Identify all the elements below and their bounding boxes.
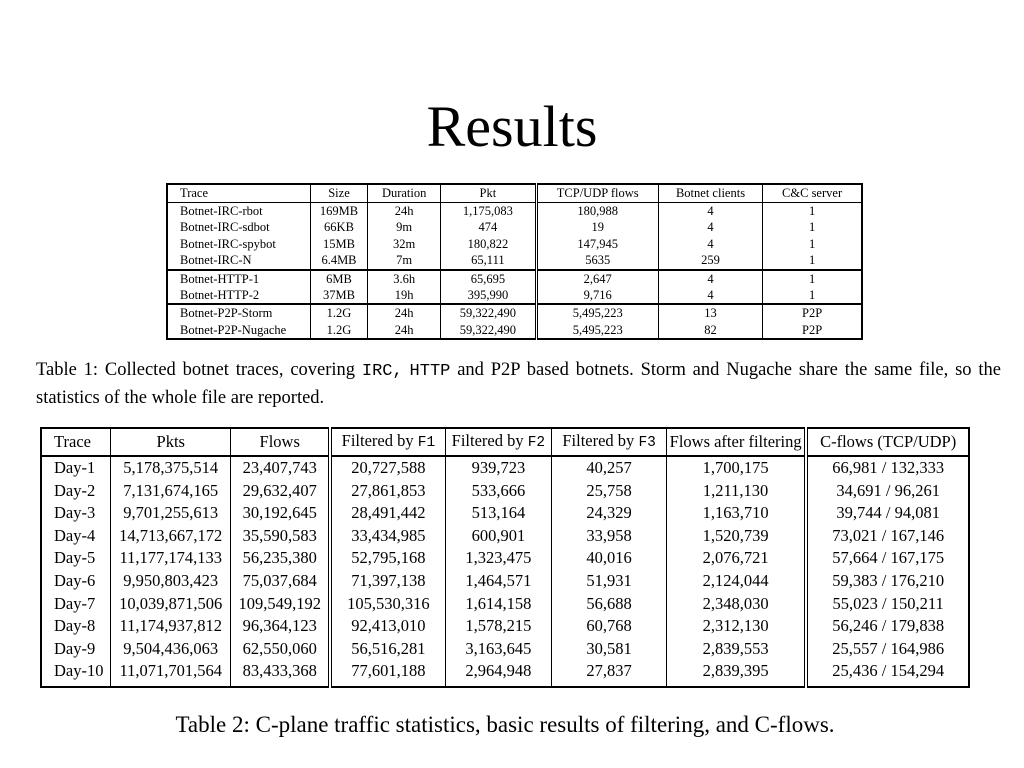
table2-header-code: F1 xyxy=(417,434,436,451)
table2-cell: Day-7 xyxy=(54,593,96,613)
table1-cell: 82 xyxy=(658,322,762,339)
table2-cell: 27,861,853 xyxy=(330,480,445,503)
table2-cell: 56,516,281 xyxy=(330,638,445,661)
table1-caption-text-rest: and P2P based botnets. Storm and Nugache share the same file, so the statistics of the whole file are reported. xyxy=(36,360,1002,408)
table2-cell: 2,124,044 xyxy=(666,570,806,593)
table2-cell: 1,211,130 xyxy=(666,480,806,503)
table1-cell: 1.2G xyxy=(310,304,367,321)
table1-cell: 65,111 xyxy=(441,252,536,269)
table2-cell: 62,550,060 xyxy=(231,638,331,661)
table1-cell: Botnet-HTTP-2 xyxy=(180,288,260,303)
table1-cell: 19 xyxy=(536,219,658,235)
table2-header-text: C-flows (TCP/UDP) xyxy=(820,431,957,451)
table2-cell: 513,164 xyxy=(445,502,552,525)
table1-cell: 13 xyxy=(658,304,762,321)
table1-row xyxy=(167,270,862,287)
table2-cell: Day-4 xyxy=(54,525,96,545)
table2-cell: Day-6 xyxy=(54,570,96,590)
table1-header-cell: Size xyxy=(310,184,367,203)
table1-cell: 37MB xyxy=(310,287,367,304)
table1-cell: 5635 xyxy=(536,252,658,269)
table1-cell: 1 xyxy=(763,252,862,269)
table1-cell: Botnet-IRC-N xyxy=(180,253,252,268)
table1-cell: 1 xyxy=(763,219,862,235)
table2-cell: 105,530,316 xyxy=(330,593,445,616)
table2-header-cell xyxy=(552,428,667,456)
table2-cell: 11,177,174,133 xyxy=(111,547,231,570)
table1-cell: 147,945 xyxy=(536,236,658,252)
table1-cell: Botnet-IRC-spybot xyxy=(180,236,276,251)
table1-header-cell: C&C server xyxy=(763,184,862,203)
table2-cell: 33,958 xyxy=(552,525,667,548)
table2-cell: 14,713,667,172 xyxy=(111,525,231,548)
table2-cell: 2,076,721 xyxy=(666,547,806,570)
table1-row xyxy=(167,219,862,235)
table1-cell: 4 xyxy=(658,270,762,287)
table1-cell: Botnet-IRC-sdbot xyxy=(180,220,270,235)
table1-botnet-traces xyxy=(166,183,863,340)
table1-cell: 4 xyxy=(658,236,762,252)
table2-cell: 1,464,571 xyxy=(445,570,552,593)
table1-row xyxy=(167,304,862,321)
table2-cell: 1,578,215 xyxy=(445,615,552,638)
table2-header-text: Filtered by xyxy=(451,430,524,450)
table1-row xyxy=(167,252,862,269)
table2-cell: Day-5 xyxy=(54,548,96,568)
table2-header-code: F2 xyxy=(527,434,546,451)
table2-cell: 5,178,375,514 xyxy=(111,456,231,480)
table2-cell: 56,246 / 179,838 xyxy=(806,615,969,638)
table1-caption xyxy=(36,357,1001,411)
table2-cell: 56,235,380 xyxy=(231,547,331,570)
table2-cell: 2,964,948 xyxy=(445,660,552,687)
table2-header-cell xyxy=(330,428,445,456)
table1-header-row xyxy=(167,184,862,203)
table2-header-text: Filtered by xyxy=(341,430,414,450)
table1-cell: 24h xyxy=(368,304,441,321)
table2-cell: Day-8 xyxy=(54,616,96,636)
table1-caption-text: Table 1: Collected botnet traces, covering xyxy=(36,360,356,380)
table2-cell: 23,407,743 xyxy=(231,456,331,480)
table1-cell: 24h xyxy=(368,322,441,339)
table2-cell: 2,348,030 xyxy=(666,593,806,616)
table2-cell: 1,323,475 xyxy=(445,547,552,570)
table2-cell: 57,664 / 167,175 xyxy=(806,547,969,570)
table2-cell: Day-9 xyxy=(54,638,96,658)
table1-cell: 59,322,490 xyxy=(441,304,536,321)
table2-row xyxy=(41,660,969,687)
table1-caption-code-irc: IRC, xyxy=(361,362,403,381)
table2-cell: 33,434,985 xyxy=(330,525,445,548)
table2-cell: 59,383 / 176,210 xyxy=(806,570,969,593)
table2-header-text: Filtered by xyxy=(562,430,635,450)
table2-header-cell xyxy=(445,428,552,456)
table1-cell: Botnet-IRC-rbot xyxy=(180,204,263,218)
table2-cell: 55,023 / 150,211 xyxy=(806,593,969,616)
table2-cell: 27,837 xyxy=(552,660,667,687)
table1-cell: P2P xyxy=(763,304,862,321)
table2-cell: 9,701,255,613 xyxy=(111,502,231,525)
table1-cell: 1 xyxy=(763,287,862,304)
table2-cell: 30,581 xyxy=(552,638,667,661)
table2-header-row xyxy=(41,428,969,456)
slide-title: Results xyxy=(426,94,598,159)
table2-header-text: Flows after filtering xyxy=(669,431,802,451)
table1-cell: 6MB xyxy=(310,270,367,287)
table2-cplane-stats xyxy=(40,427,970,688)
table2-row xyxy=(41,480,969,503)
table1-header-cell: Trace xyxy=(167,184,310,203)
table2-cell: 71,397,138 xyxy=(330,570,445,593)
table1-row xyxy=(167,322,862,339)
table1-cell: Botnet-HTTP-1 xyxy=(180,271,260,286)
table2-cell: 9,504,436,063 xyxy=(111,638,231,661)
table2-cell: 25,436 / 154,294 xyxy=(806,660,969,687)
table2-row xyxy=(41,638,969,661)
table2-header-text: Flows xyxy=(259,431,300,451)
table2-cell: Day-1 xyxy=(54,458,96,477)
table2-row xyxy=(41,615,969,638)
table1-cell: Botnet-P2P-Storm xyxy=(180,306,273,321)
table1-cell: 1.2G xyxy=(310,322,367,339)
table2-cell: 2,839,395 xyxy=(666,660,806,687)
table1-row xyxy=(167,203,862,220)
table2-cell: Day-2 xyxy=(54,480,96,500)
table2-cell: 40,257 xyxy=(552,456,667,480)
table2-header-code: F3 xyxy=(638,434,656,451)
table2-header-text: Pkts xyxy=(156,431,185,451)
table2-cell: 2,839,553 xyxy=(666,638,806,661)
table2-cell: 30,192,645 xyxy=(231,502,331,525)
table2-cell: 20,727,588 xyxy=(330,456,445,480)
table2-cell: 109,549,192 xyxy=(231,593,331,616)
table2-header-text: Trace xyxy=(54,431,91,451)
table2-cell: 51,931 xyxy=(552,570,667,593)
table1-row-group xyxy=(167,270,862,305)
table1-cell: 4 xyxy=(658,287,762,304)
table1-cell: 1 xyxy=(763,236,862,252)
table1-cell: Botnet-P2P-Nugache xyxy=(180,322,287,337)
table2-cell: 1,520,739 xyxy=(666,525,806,548)
table1-row xyxy=(167,287,862,304)
table2-cell: 60,768 xyxy=(552,615,667,638)
table2-cell: 25,557 / 164,986 xyxy=(806,638,969,661)
table2-cell: 11,071,701,564 xyxy=(111,660,231,687)
table2-cell: 73,021 / 167,146 xyxy=(806,525,969,548)
table1-cell: 3.6h xyxy=(368,270,441,287)
table2-cell: 75,037,684 xyxy=(231,570,331,593)
table2-cell: 34,691 / 96,261 xyxy=(806,480,969,503)
table1-cell: 5,495,223 xyxy=(536,304,658,321)
table2-cell: 66,981 / 132,333 xyxy=(806,456,969,480)
table1-cell: 5,495,223 xyxy=(536,322,658,339)
table2-cell: 40,016 xyxy=(552,547,667,570)
table1-cell: P2P xyxy=(763,322,862,339)
table2-cell: 1,163,710 xyxy=(666,502,806,525)
table2-cell: 35,590,583 xyxy=(231,525,331,548)
table1-cell: 15MB xyxy=(310,236,367,252)
table2-header-cell xyxy=(666,428,806,456)
table2-cell: 2,312,130 xyxy=(666,615,806,638)
table1-row-group xyxy=(167,203,862,270)
table2-cell: 10,039,871,506 xyxy=(111,593,231,616)
table1-cell: 2,647 xyxy=(536,270,658,287)
table2-cell: 92,413,010 xyxy=(330,615,445,638)
table2-cell: 939,723 xyxy=(445,456,552,480)
table2-cell: 600,901 xyxy=(445,525,552,548)
table1-cell: 9m xyxy=(368,219,441,235)
table1-cell: 65,695 xyxy=(441,270,536,287)
table1-cell: 1 xyxy=(763,203,862,220)
table2-header-cell xyxy=(41,428,111,456)
table2-cell: 52,795,168 xyxy=(330,547,445,570)
table2-row xyxy=(41,570,969,593)
table2-cell: 29,632,407 xyxy=(231,480,331,503)
table1-row-group xyxy=(167,304,862,339)
table1-row xyxy=(167,236,862,252)
table2-cell: 9,950,803,423 xyxy=(111,570,231,593)
table1-cell: 1,175,083 xyxy=(441,203,536,220)
table2-header-cell xyxy=(111,428,231,456)
table1-cell: 1 xyxy=(763,270,862,287)
table2-cell: 39,744 / 94,081 xyxy=(806,502,969,525)
table2-cell: 24,329 xyxy=(552,502,667,525)
table1-header-cell: Duration xyxy=(368,184,441,203)
table2-cell: 7,131,674,165 xyxy=(111,480,231,503)
table2-row xyxy=(41,525,969,548)
table2-cell: 11,174,937,812 xyxy=(111,615,231,638)
table2-cell: 28,491,442 xyxy=(330,502,445,525)
table1-cell: 66KB xyxy=(310,219,367,235)
table2-cell: 56,688 xyxy=(552,593,667,616)
table2-cell: 96,364,123 xyxy=(231,615,331,638)
table2-header-cell xyxy=(231,428,331,456)
table2-row xyxy=(41,593,969,616)
table1-cell: 474 xyxy=(441,219,536,235)
table2-cell: Day-3 xyxy=(54,503,96,523)
table2-cell: Day-10 xyxy=(54,661,104,681)
table1-cell: 180,988 xyxy=(536,203,658,220)
table1-cell: 59,322,490 xyxy=(441,322,536,339)
table1-cell: 6.4MB xyxy=(310,252,367,269)
table1-cell: 4 xyxy=(658,203,762,220)
table2-header-cell xyxy=(806,428,969,456)
table1-cell: 4 xyxy=(658,219,762,235)
table2-row xyxy=(41,456,969,480)
table1-header-cell: Botnet clients xyxy=(658,184,762,203)
table1-caption-code-http: HTTP xyxy=(409,362,451,381)
table2-row xyxy=(41,502,969,525)
table2-cell: 1,614,158 xyxy=(445,593,552,616)
table1-cell: 395,990 xyxy=(441,287,536,304)
table2-cell: 77,601,188 xyxy=(330,660,445,687)
table2-cell: 25,758 xyxy=(552,480,667,503)
table2-cell: 1,700,175 xyxy=(666,456,806,480)
table1-cell: 9,716 xyxy=(536,287,658,304)
table2-caption: Table 2: C-plane traffic statistics, basic results of filtering, and C-flows. xyxy=(175,712,835,737)
table1-cell: 7m xyxy=(368,252,441,269)
table2-cell: 83,433,368 xyxy=(231,660,331,687)
table1-cell: 169MB xyxy=(310,203,367,220)
table1-cell: 259 xyxy=(658,252,762,269)
table1-cell: 32m xyxy=(368,236,441,252)
table2-row xyxy=(41,547,969,570)
table2-cell: 3,163,645 xyxy=(445,638,552,661)
table1-cell: 24h xyxy=(368,203,441,220)
table2-cell: 533,666 xyxy=(445,480,552,503)
table1-cell: 180,822 xyxy=(441,236,536,252)
table1-cell: 19h xyxy=(368,287,441,304)
table1-header-cell: Pkt xyxy=(441,184,536,203)
table1-header-cell: TCP/UDP flows xyxy=(536,184,658,203)
